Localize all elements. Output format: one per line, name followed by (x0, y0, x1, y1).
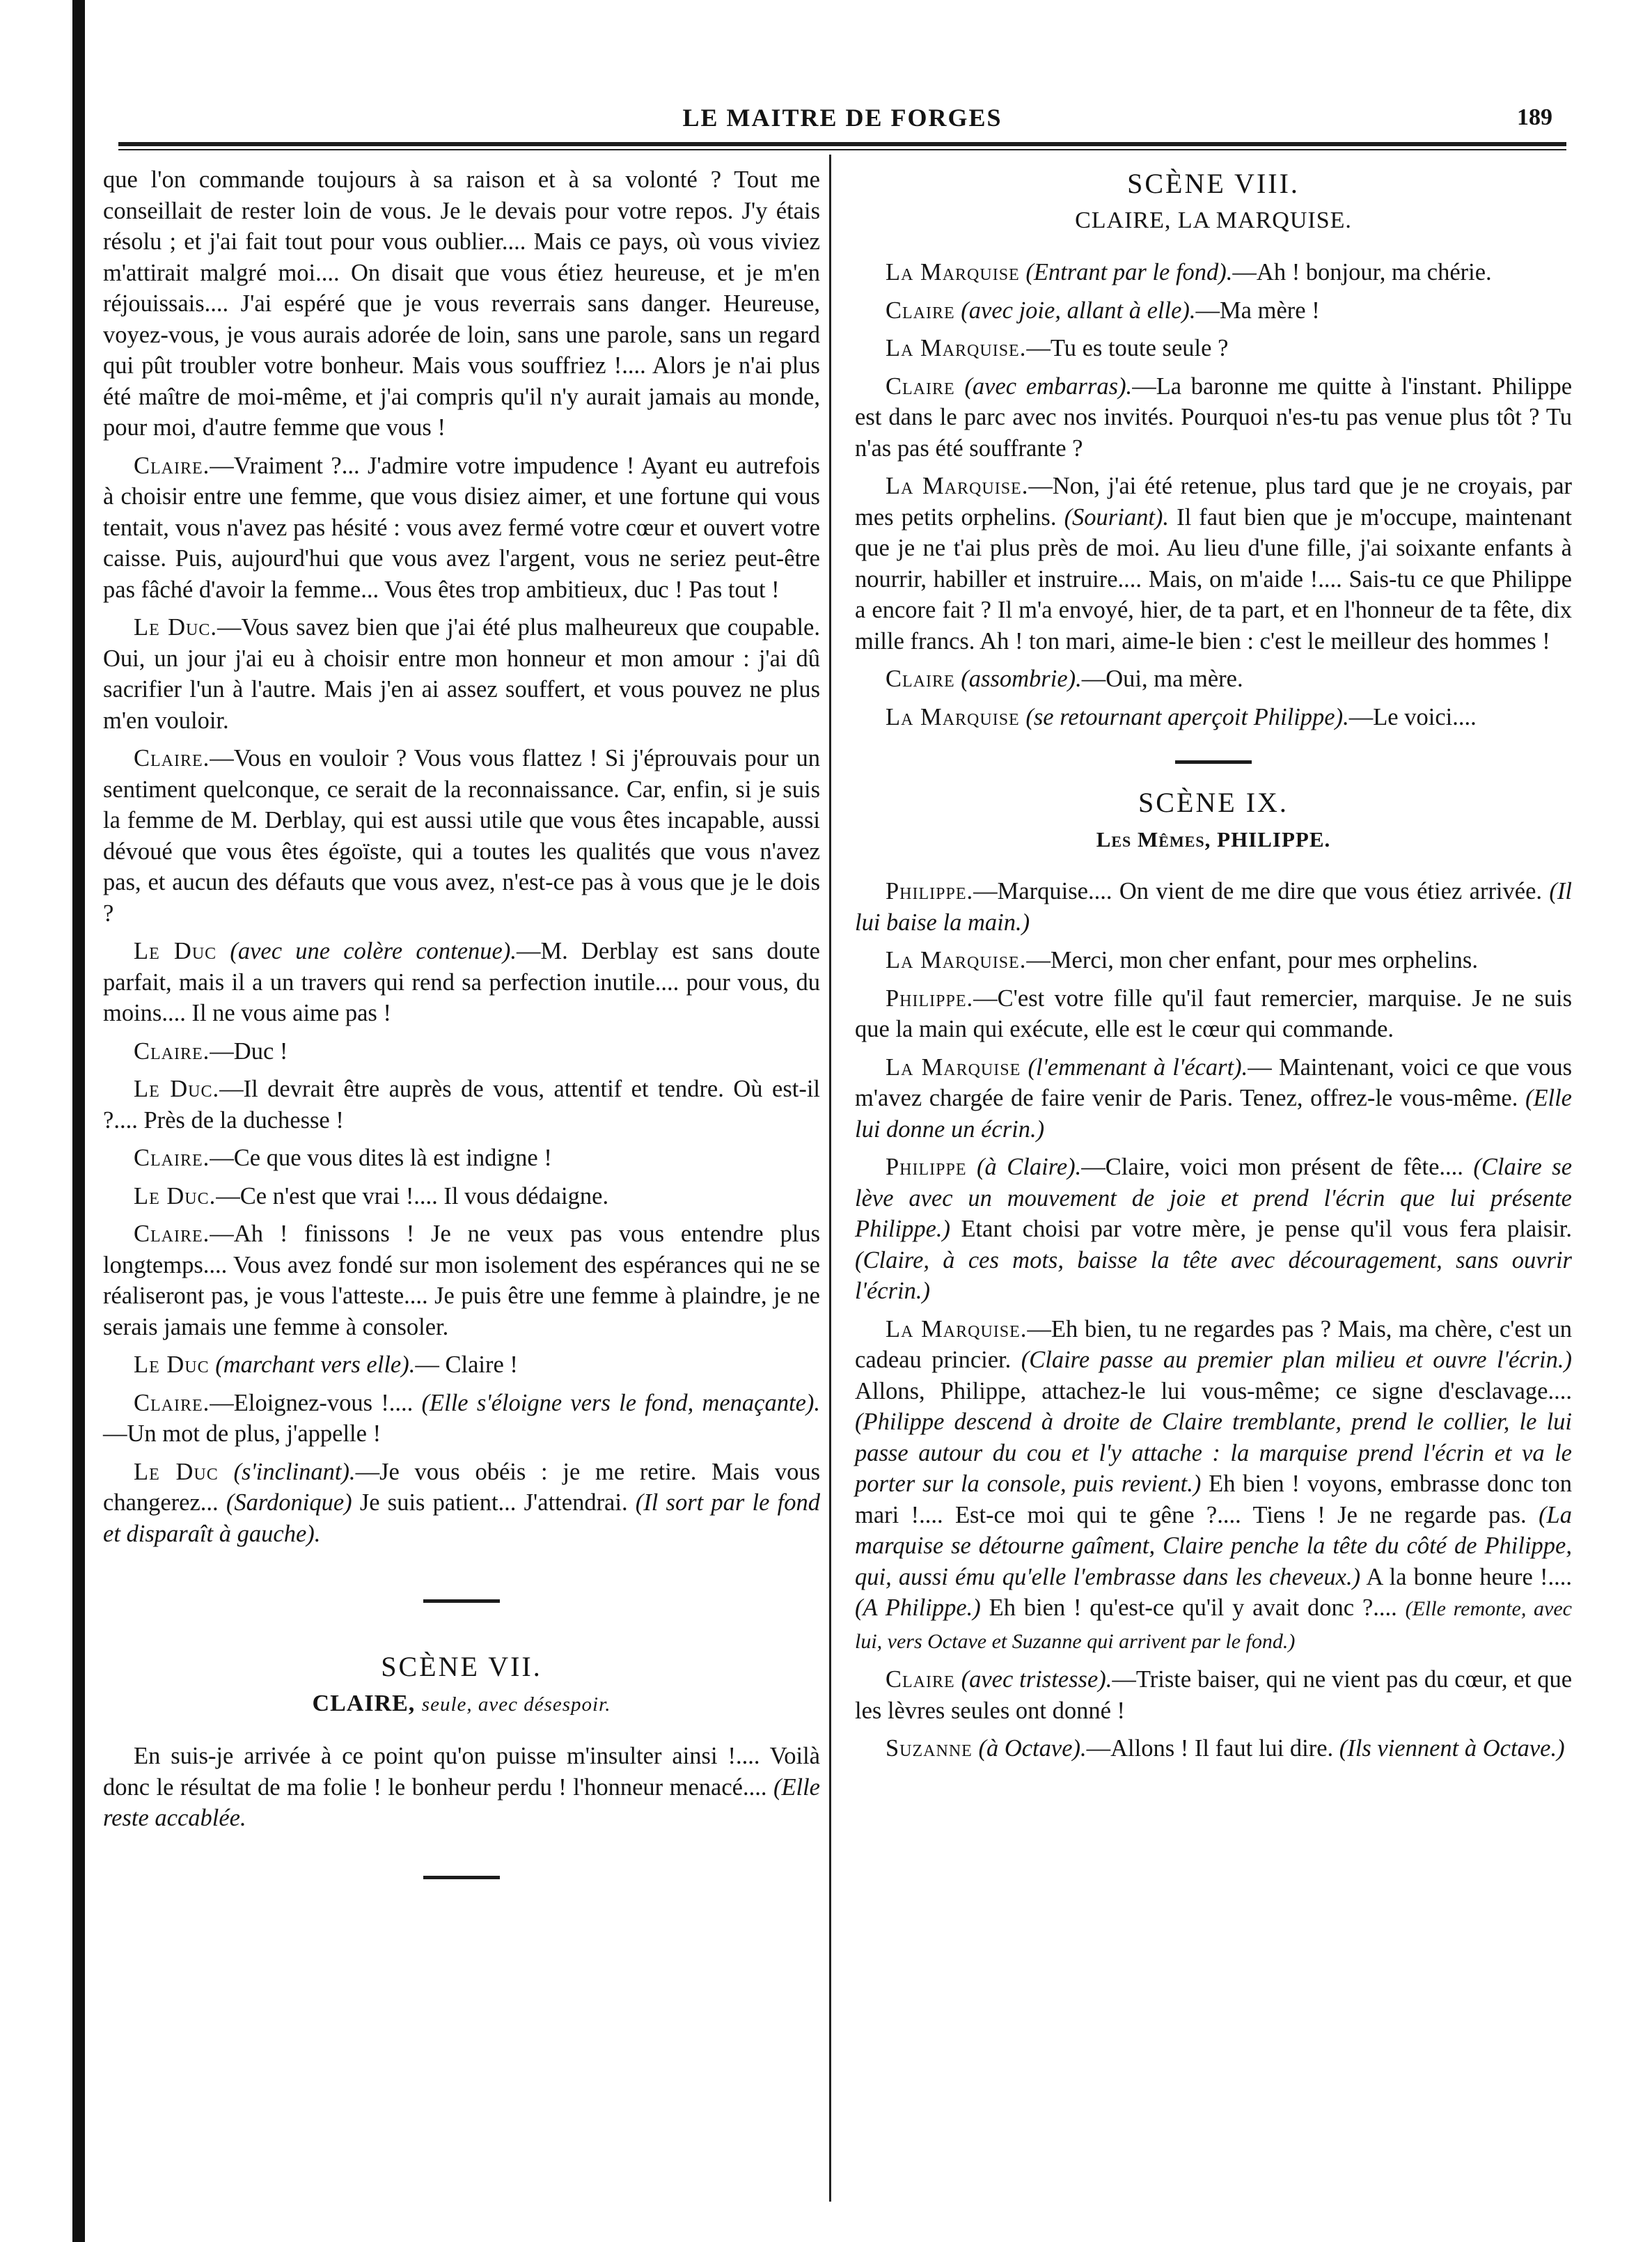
speaker: Philippe. (886, 878, 974, 904)
paragraph (103, 1218, 820, 1342)
speaker: La Marquise (886, 259, 1020, 285)
scene-separator (423, 1599, 500, 1603)
speech-text: Il faut bien que je m'occupe, maintenant que je ne t'ai plus près de moi. Au lieu d'une fille, j'ai soixante enfants à nourrir, habiller et instruire.... Mais, on m'aide !.... Sais-tu ce que Philippe a encore fait ? Il m'a envoyé, hier, de ta part, et en l'honneur de ta fête, dix mille francs. Ah ! ton mari, aime-le bien : c'est le meilleur des hommes ! (855, 503, 1572, 654)
stage-direction: (avec embarras). (964, 373, 1133, 400)
paragraph (103, 450, 820, 606)
page-number: 189 (1517, 104, 1552, 130)
speech-text: —Ce que vous dites là est indigne ! (210, 1145, 552, 1171)
speaker: Philippe. (886, 985, 974, 1012)
paragraph (855, 333, 1572, 364)
speaker: La Marquise. (886, 473, 1029, 499)
speech-text: — Maintenant, voici ce que vous m'avez chargée de faire venir de Paris. Tenez, offrez-le vous-même. (855, 1053, 1572, 1111)
stage-direction: (Claire, à ces mots, baisse la tête avec découragement, sans ouvrir l'écrin.) (855, 1246, 1572, 1304)
scene-characters (103, 1688, 820, 1720)
speech-text: —M. Derblay est sans doute parfait, mais il a un travers qui rend sa perfection inutile.... pour vous, du moins.... Il ne vous aime pas ! (103, 938, 820, 1026)
scene-title: SCÈNE IX. (1138, 787, 1289, 818)
stage-direction: (Elle remonte, avec lui, vers Octave et Suzanne qui arrivent par le fond.) (855, 1597, 1572, 1653)
paragraph (855, 945, 1572, 976)
stage-direction: (à Octave). (978, 1735, 1087, 1762)
speech-text: que l'on commande toujours à sa raison et à sa volonté ? Tout me conseillait de rester loin de vous. Je le devais pour votre repos. J'y étais résolu ; et j'ai fait tout pour vous oublier.... Mais ce pays, où vous viviez m'attirait malgré moi.... On disait que vous étiez heureuse, et je m'en réjouissais.... J'ai espéré que je vous reverrais sans danger. Heureuse, voyez-vous, je vous aurais adorée de loin, sans une parole, sans un regard qui pût troubler votre bonheur. Mais vous souffriez !.... Alors je n'ai plus été maître de moi-même, et j'ai compris qu'il n'y aurait jamais au monde, pour moi, d'autre femme que vous ! (103, 166, 820, 441)
paragraph (103, 1741, 820, 1834)
paragraph (855, 1052, 1572, 1145)
running-title: LE MAITRE DE FORGES (682, 104, 1002, 132)
stage-direction: (à Claire). (977, 1154, 1082, 1180)
speaker: La Marquise. (886, 1315, 1028, 1342)
speaker: Philippe (886, 1154, 967, 1180)
paragraph (855, 371, 1572, 464)
stage-direction: (avec tristesse). (961, 1666, 1112, 1693)
stage-direction: (La marquise se détourne gaîment, Claire penche la tête du côté de Philippe, qui, aussi ému qu'elle l'embrasse dans les cheveux.) (855, 1501, 1572, 1590)
header-rule-thin (118, 149, 1566, 150)
stage-direction: (Elle lui donne un écrin.) (855, 1085, 1572, 1143)
paragraph (855, 257, 1572, 288)
paragraph (103, 1036, 820, 1067)
paragraph (855, 1314, 1572, 1658)
speaker: Suzanne (886, 1735, 973, 1762)
stage-direction: (Il lui baise la main.) (855, 878, 1572, 936)
speech-text: —Allons ! Il faut lui dire. (1086, 1735, 1339, 1762)
paragraph (103, 612, 820, 736)
speech-text: —Merci, mon cher enfant, pour mes orphelins. (1026, 947, 1478, 973)
paragraph (103, 1181, 820, 1212)
speech-text: —Non, j'ai été retenue, plus tard que je ne croyais, par mes petits orphelins. (855, 473, 1573, 531)
stage-direction: (Sardonique) (226, 1489, 352, 1516)
paragraph (855, 702, 1572, 733)
scene-title: SCÈNE VII. (381, 1651, 542, 1682)
speaker: Claire (886, 1666, 955, 1693)
paragraph (855, 1733, 1572, 1764)
speaker: La Marquise (886, 703, 1020, 730)
paragraph (855, 295, 1572, 327)
stage-direction: (Elle s'éloigne vers le fond, menaçante). (421, 1389, 820, 1416)
scene-persons: CLAIRE, LA MARQUISE. (1075, 207, 1352, 233)
stage-direction: (A Philippe.) (855, 1594, 981, 1621)
speech-text: En suis-je arrivée à ce point qu'on puisse m'insulter ainsi !.... Voilà donc le résultat de ma folie ! le bonheur perdu ! l'honneur menacé.... (103, 1743, 820, 1801)
stage-direction: (Entrant par le fond). (1025, 259, 1233, 285)
scene-separator (1175, 760, 1252, 764)
speaker: Le Duc (134, 1458, 219, 1485)
stage-direction: (Claire se lève avec un mouvement de joie et prend l'écrin que lui présente Philippe.) (855, 1154, 1573, 1242)
speaker: Le Duc (134, 938, 217, 964)
stage-direction: (assombrie). (961, 666, 1082, 692)
speaker: Le Duc. (134, 1076, 220, 1102)
speech-text: —Ah ! bonjour, ma chérie. (1232, 259, 1492, 285)
speaker: Claire (886, 373, 955, 400)
paragraph (103, 1388, 820, 1450)
speech-text: —La baronne me quitte à l'instant. Philippe est dans le parc avec nos invités. Pourquoi n'es-tu pas venue plus tôt ? Tu n'as pas été souffrante ? (855, 373, 1573, 462)
scene-persons: Les Mêmes, PHILIPPE. (1096, 826, 1331, 852)
paragraph (103, 1074, 820, 1136)
speech-text: Allons, Philippe, attachez-le lui vous-même; ce signe d'esclavage.... (855, 1377, 1572, 1404)
speaker: La Marquise. (886, 335, 1027, 361)
speech-text: A la bonne heure !.... (1360, 1563, 1572, 1590)
speech-text: —Vous en vouloir ? Vous vous flattez ! Si j'éprouvais pour un sentiment quelconque, ce serait de la reconnaissance. Car, enfin, si je suis la femme de M. Derblay, qui est aussi utile que vous êtes incapable, aussi dévoué que vous êtes égoïste, qui a toutes les qualités que vous n'avez pas, et aucun des défauts que vous avez, n'est-ce pas à vous que je le dois ? (103, 745, 820, 927)
speech-text: —Duc ! (210, 1037, 288, 1065)
paragraph (855, 471, 1572, 657)
paragraph (855, 1152, 1572, 1307)
speech-text: Eh bien ! voyons, embrasse donc ton mari !.... Est-ce moi qui te gêne ?.... Tiens ! Je ne regarde pas. (855, 1471, 1572, 1528)
speech-text: —Vraiment ?... J'admire votre impudence ! Ayant eu autrefois à choisir entre une femme, que vous disiez aimer, et une fortune qui vous tentait, vous n'avez pas hésité : vous avez fermé votre cœur et ouvert votre caisse. Puis, aujourd'hui que vous avez l'argent, vous ne seriez peut-être pas fâché d'avoir la femme... Vous êtes trop ambitieux, duc ! Pas tout ! (103, 452, 820, 603)
stage-direction: (Souriant). (1064, 503, 1170, 531)
stage-direction: (Philippe descend à droite de Claire tremblante, prend le collier, le lui passe autour du cou et l'y attache : la marquise prend l'écrin et va le porter sur la console, puis revient.) (855, 1409, 1572, 1497)
stage-direction: (Il sort par le fond et disparaît à gauche). (103, 1489, 820, 1547)
speaker: Claire (886, 297, 955, 324)
paragraph (855, 876, 1572, 938)
speech-text: —Je vous obéis : je me retire. Mais vous changerez... (103, 1458, 820, 1516)
speech-text: —Tu es toute seule ? (1026, 335, 1229, 361)
right-column (855, 164, 1572, 1771)
speaker: La Marquise (886, 1053, 1021, 1081)
stage-direction: (Claire passe au premier plan milieu et ouvre l'écrin.) (1021, 1347, 1572, 1373)
speech-text: —Claire, voici mon présent de fête.... (1081, 1154, 1474, 1180)
speech-text: —Marquise.... On vient de me dire que vous étiez arrivée. (973, 878, 1550, 904)
page-header (118, 100, 1566, 135)
paragraph (103, 743, 820, 929)
stage-direction: (Elle reste accablée. (103, 1773, 820, 1831)
speech-text: —Le voici.... (1348, 703, 1477, 730)
scene-persons: CLAIRE, (312, 1690, 416, 1716)
stage-direction: (s'inclinant). (233, 1458, 356, 1485)
speech-text: —Ah ! finissons ! Je ne veux pas vous entendre plus longtemps.... Vous avez fondé sur mon isolement des espérances qui ne se réaliseront pas, je vous l'atteste.... Je puis être une femme à plaindre, je ne serais jamais une femme à consoler. (103, 1221, 820, 1340)
paragraph (103, 1349, 820, 1381)
speaker: Claire. (134, 1145, 210, 1171)
speech-text: —Il devrait être auprès de vous, attentif et tendre. Où est-il ?.... Près de la duchesse ! (103, 1076, 820, 1134)
stage-direction: (marchant vers elle). (215, 1351, 416, 1378)
paragraph (855, 1664, 1572, 1726)
stage-direction: (se retournant aperçoit Philippe). (1025, 703, 1349, 730)
scene-note: seule, avec désespoir. (421, 1693, 611, 1716)
speech-text: Eh bien ! qu'est-ce qu'il y avait donc ?.... (980, 1594, 1406, 1621)
speaker: Claire. (134, 1037, 210, 1065)
speech-text: —Oui, ma mère. (1081, 666, 1243, 692)
speech-text: —Ma mère ! (1195, 297, 1320, 324)
stage-direction: (Ils viennent à Octave.) (1339, 1735, 1565, 1762)
scene-characters (855, 205, 1572, 237)
speech-text: —Eh bien, tu ne regardes pas ? Mais, ma chère, c'est un cadeau princier. (855, 1315, 1572, 1373)
scene-title: SCÈNE VIII. (1127, 168, 1300, 199)
speaker: Claire. (134, 1221, 210, 1247)
speaker: Claire. (134, 452, 210, 479)
speech-text: Etant choisi par votre mère, je pense qu'il vous fera plaisir. (950, 1216, 1572, 1242)
speaker: Le Duc (134, 1351, 210, 1378)
header-rule (118, 142, 1566, 146)
paragraph (103, 936, 820, 1029)
scene-separator (423, 1876, 500, 1879)
speech-text: —C'est votre fille qu'il faut remercier, marquise. Je ne suis que la main qui exécute, elle est le cœur qui commande. (855, 985, 1572, 1042)
speech-text: —Vous savez bien que j'ai été plus malheureux que coupable. Oui, un jour j'ai eu à choisir entre mon honneur et mon amour : j'ai dû sacrifier l'un à l'autre. Mais j'en ai assez souffert, et vous pouvez ne plus m'en vouloir. (103, 614, 820, 734)
speech-text: — Claire ! (415, 1351, 518, 1378)
left-column (103, 164, 820, 1879)
speech-text: Je suis patient... J'attendrai. (352, 1489, 636, 1516)
paragraph (855, 664, 1572, 695)
page-edge (72, 0, 85, 2242)
speech-text: —Ce n'est que vrai !.... Il vous dédaigne. (216, 1182, 609, 1209)
stage-direction: (avec joie, allant à elle). (961, 297, 1196, 324)
paragraph (855, 983, 1572, 1045)
paragraph (103, 1457, 820, 1550)
stage-direction: (l'emmenant à l'écart). (1028, 1053, 1248, 1081)
paragraph (103, 164, 820, 444)
stage-direction: (avec une colère contenue). (230, 938, 517, 964)
paragraph (103, 1143, 820, 1174)
speech-text: —Un mot de plus, j'appelle ! (103, 1420, 381, 1447)
speaker: Le Duc. (134, 1182, 217, 1209)
speaker: Claire. (134, 1389, 210, 1416)
speaker: Le Duc. (134, 614, 217, 641)
column-divider (829, 155, 831, 2202)
scene-characters (855, 824, 1572, 856)
speaker: Claire. (134, 745, 210, 771)
speaker: Claire (886, 666, 955, 692)
speaker: La Marquise. (886, 947, 1027, 973)
speech-text: —Eloignez-vous !.... (210, 1389, 422, 1416)
speech-text: —Triste baiser, qui ne vient pas du cœur, et que les lèvres seules ont donné ! (855, 1666, 1573, 1724)
